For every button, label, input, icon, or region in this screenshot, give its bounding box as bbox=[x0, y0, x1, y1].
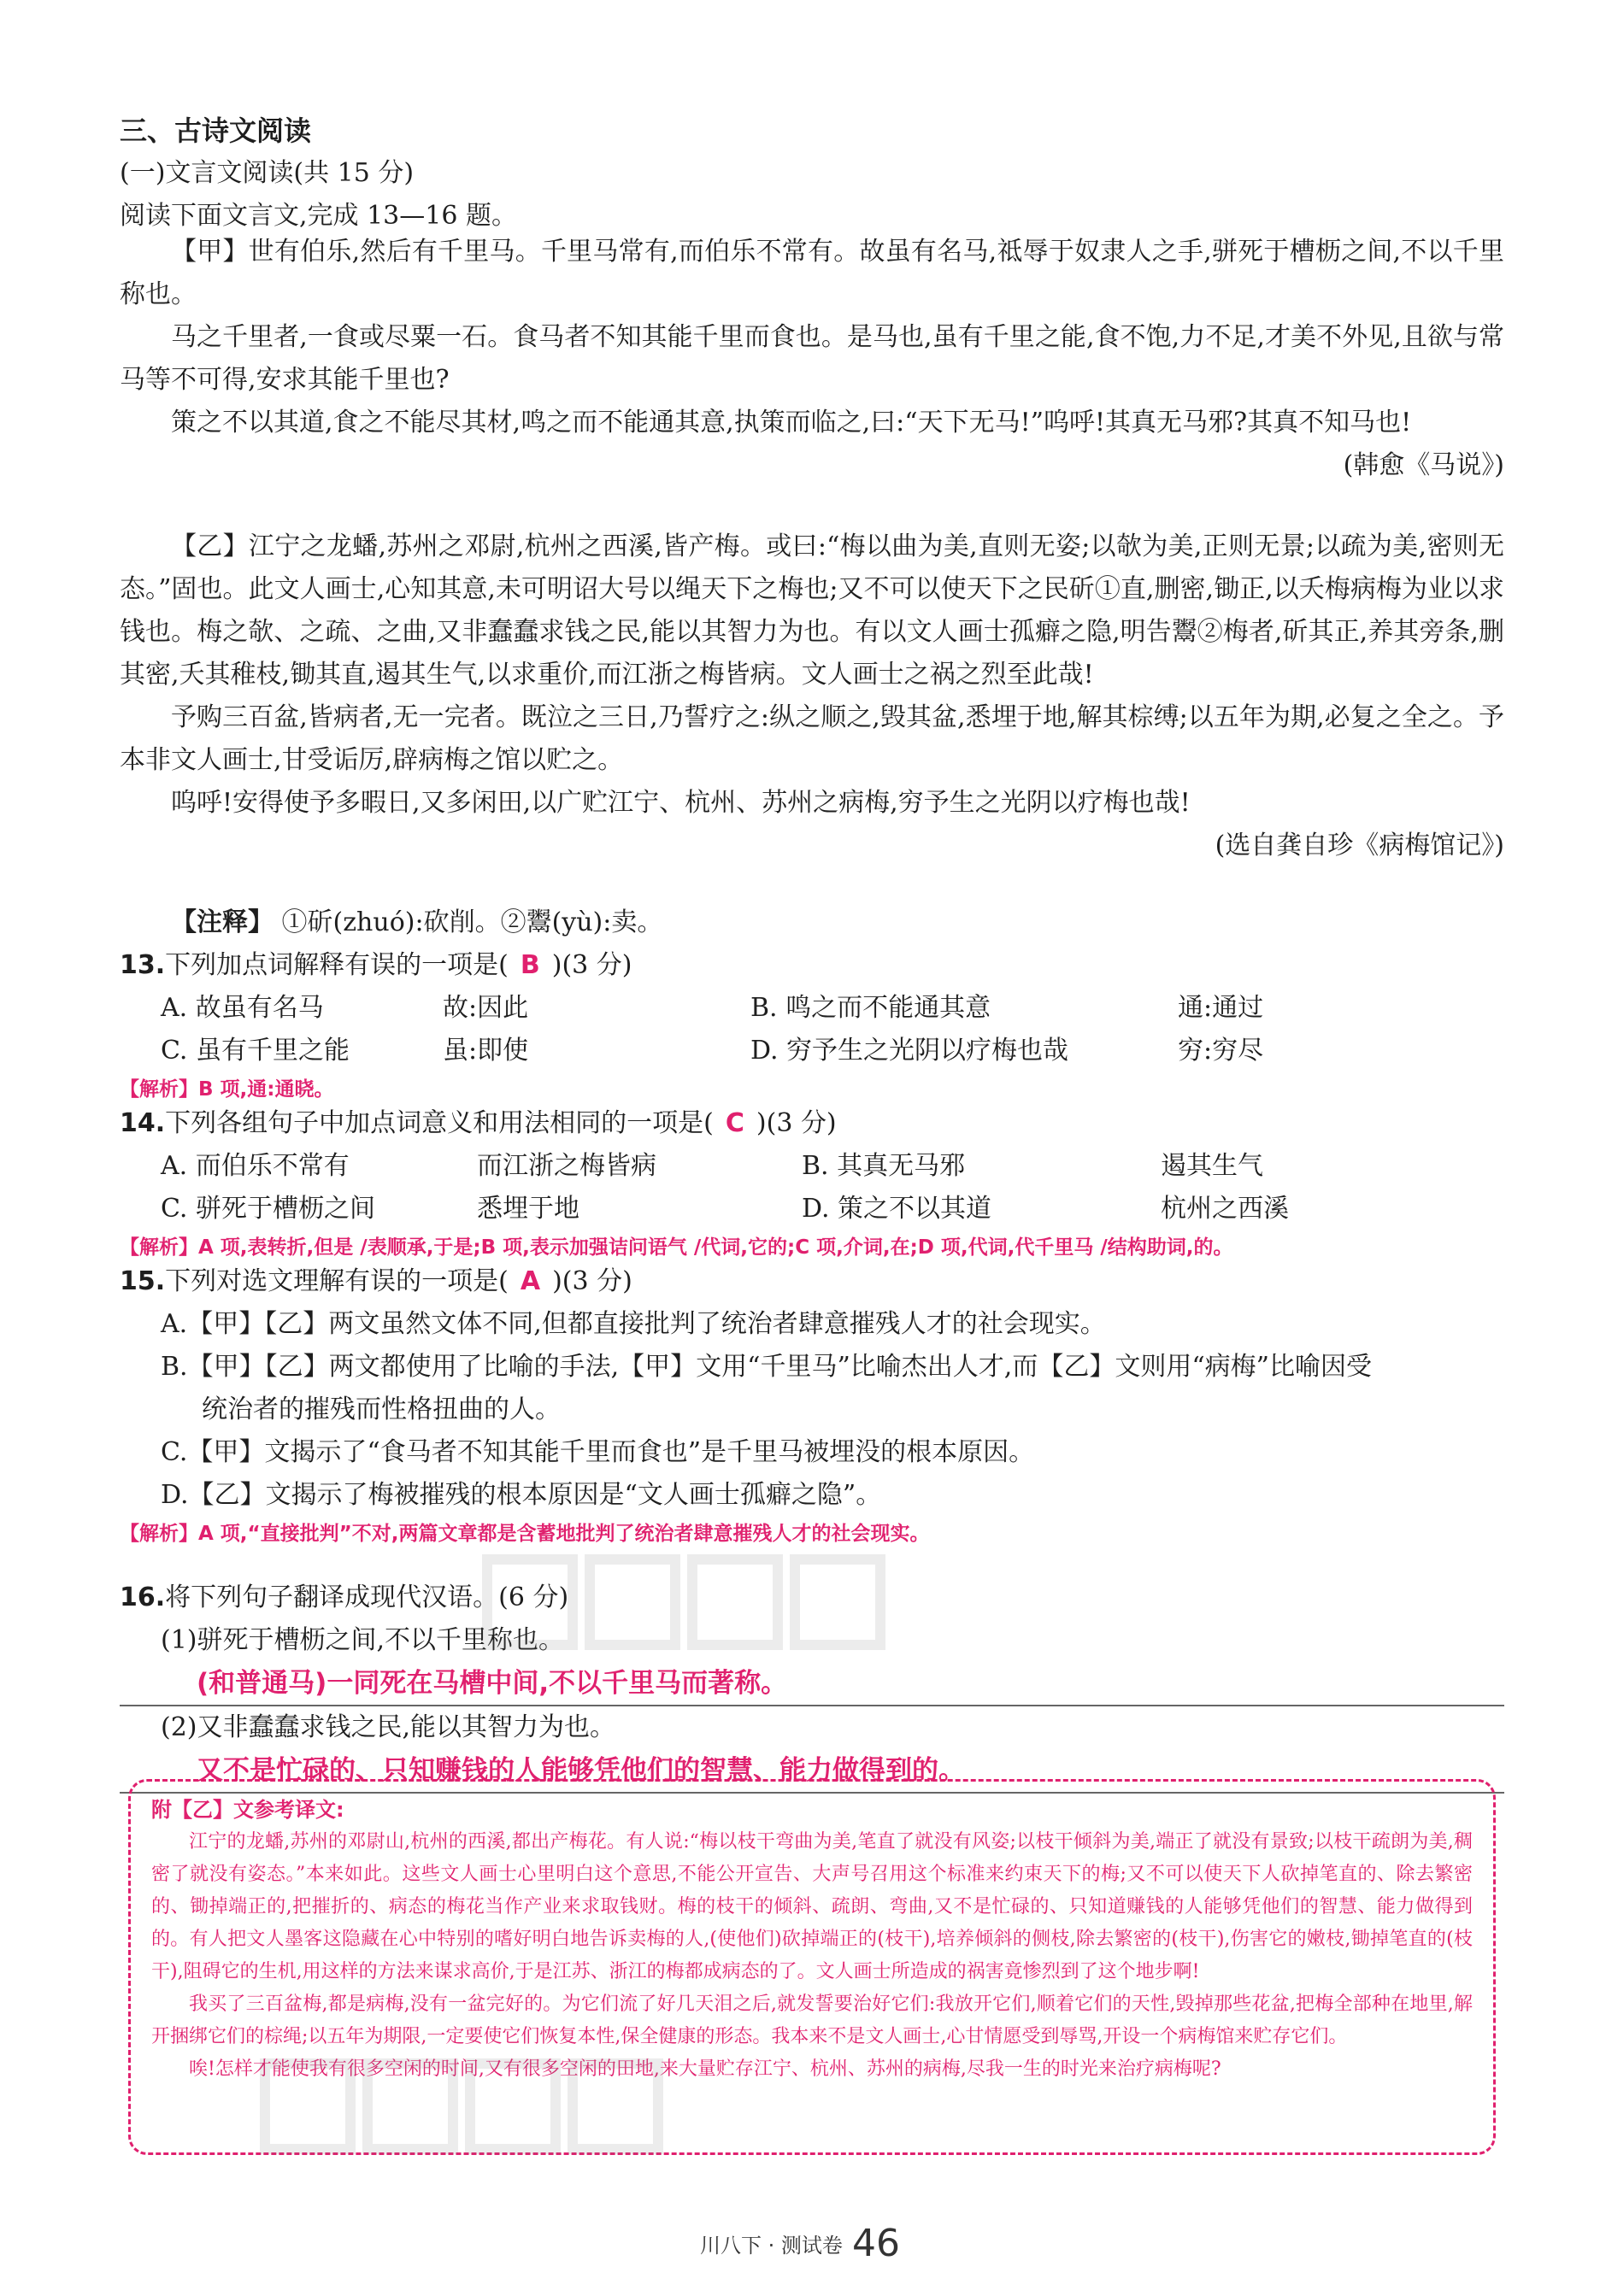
q15-analysis: 【解析】A 项,“直接批判”不对,两篇文章都是含蓄地批判了统治者肆意摧残人才的社会现实。 bbox=[120, 1523, 930, 1545]
q16-answer-2: 又不是忙碌的、只知赚钱的人能够凭他们的智慧、能力做得到的。 bbox=[120, 1749, 1504, 1794]
q16-answer-1: (和普通马)一同死在马槽中间,不以千里马而著称。 bbox=[120, 1662, 1504, 1706]
jia-paragraph-3: 策之不以其道,食之不能尽其材,鸣之而不能通其意,执策而临之,曰:“天下无马!”呜呼!其真无马邪?其真不知马也! bbox=[171, 408, 1412, 437]
watermark-graphic-bottom bbox=[256, 2046, 667, 2158]
q16-sentence-2: (2)又非蠢蠢求钱之民,能以其智力为也。 bbox=[161, 1712, 616, 1742]
section-title: 三、古诗文阅读 bbox=[120, 115, 312, 147]
q14-tail: )(3 分) bbox=[756, 1108, 837, 1138]
q16-number: 16. bbox=[120, 1583, 166, 1612]
passage-jia bbox=[120, 231, 1504, 487]
q13-option-c-gloss: 虽:即使 bbox=[443, 1036, 529, 1066]
q14-option-a-1: A. 而伯乐不常有 bbox=[161, 1151, 350, 1181]
notes-text: ①斫(zhuó):砍削。②鬻(yù):卖。 bbox=[281, 907, 663, 937]
q14-option-c-1: C. 骈死于槽枥之间 bbox=[161, 1194, 375, 1224]
q15-option-b-continued: 统治者的摧残而性格扭曲的人。 bbox=[202, 1395, 561, 1424]
q13-option-b: B. 鸣之而不能通其意 bbox=[750, 993, 991, 1023]
yi-paragraph-3: 呜呼!安得使予多暇日,又多闲田,以广贮江宁、杭州、苏州之病梅,穷予生之光阴以疗梅也哉! bbox=[171, 788, 1191, 818]
q14-answer: C bbox=[725, 1108, 744, 1138]
q15-answer: A bbox=[520, 1266, 541, 1296]
q14-option-b-2: 遏其生气 bbox=[1161, 1151, 1263, 1181]
q14-analysis: 【解析】A 项,表转折,但是 /表顺承,于是;B 项,表示加强诘问语气 /代词,它的;C 项,介词,在;D 项,代词,代千里马 /结构助词,的。 bbox=[120, 1236, 1233, 1259]
q15-tail: )(3 分) bbox=[552, 1266, 632, 1296]
q15-option-d: D.【乙】文揭示了梅被摧残的根本原因是“文人画士孤癖之隐”。 bbox=[161, 1480, 882, 1510]
q14-stem: 下列各组句子中加点词意义和用法相同的一项是( bbox=[165, 1108, 714, 1138]
question-15 bbox=[120, 1260, 1504, 1551]
q16-sentence-1: (1)骈死于槽枥之间,不以千里称也。 bbox=[161, 1625, 565, 1655]
q15-option-c: C.【甲】文揭示了“食马者不知其能千里而食也”是千里马被埋没的根本原因。 bbox=[161, 1437, 1035, 1467]
q15-option-b: B.【甲】【乙】两文都使用了比喻的手法,【甲】文用“千里马”比喻杰出人才,而【乙】文则用“病梅”比喻因受 bbox=[161, 1352, 1373, 1382]
question-14 bbox=[120, 1102, 1504, 1265]
notes bbox=[120, 901, 1504, 944]
q13-number: 13. bbox=[120, 950, 166, 980]
q14-option-d-1: D. 策之不以其道 bbox=[802, 1194, 992, 1224]
reference-title: 附【乙】文参考译文: bbox=[151, 1798, 344, 1822]
page-number: 46 bbox=[851, 2222, 900, 2265]
q16-stem: 将下列句子翻译成现代汉语。(6 分) bbox=[165, 1583, 569, 1612]
q13-option-d-gloss: 穷:穷尽 bbox=[1178, 1036, 1264, 1066]
q13-options-row-2 bbox=[120, 1030, 1504, 1072]
section-subtitle: (一)文言文阅读(共 15 分) bbox=[120, 158, 415, 188]
q14-option-b-1: B. 其真无马邪 bbox=[802, 1151, 966, 1181]
q13-option-b-gloss: 通:通过 bbox=[1178, 993, 1264, 1023]
q14-number: 14. bbox=[120, 1108, 166, 1138]
q15-stem: 下列对选文理解有误的一项是( bbox=[165, 1266, 509, 1296]
watermark-graphic-top bbox=[479, 1542, 889, 1653]
q13-option-a: A. 故虽有名马 bbox=[161, 993, 324, 1023]
yi-paragraph-2: 予购三百盆,皆病者,无一完者。既泣之三日,乃誓疗之:纵之顺之,毁其盆,悉埋于地,解其棕缚;以五年为期,必复之全之。予本非文人画士,甘受诟厉,辟病梅之馆以贮之。 bbox=[120, 702, 1504, 775]
jia-paragraph-1: 【甲】世有伯乐,然后有千里马。千里马常有,而伯乐不常有。故虽有名马,祗辱于奴隶人之手,骈死于槽枥之间,不以千里称也。 bbox=[120, 237, 1504, 309]
q13-options-row-1 bbox=[120, 987, 1504, 1030]
q14-option-a-2: 而江浙之梅皆病 bbox=[477, 1151, 656, 1181]
notes-label: 【注释】 bbox=[171, 907, 274, 937]
q13-option-a-gloss: 故:因此 bbox=[443, 993, 529, 1023]
watermark-bottom bbox=[256, 2046, 667, 2181]
q13-option-c: C. 虽有千里之能 bbox=[161, 1036, 350, 1066]
passage-yi bbox=[120, 526, 1504, 867]
section-block bbox=[120, 109, 1504, 238]
q14-options-row-2 bbox=[120, 1188, 1504, 1230]
question-13 bbox=[120, 944, 1504, 1107]
reference-paragraph-1: 江宁的龙蟠,苏州的邓尉山,杭州的西溪,都出产梅花。有人说:“梅以枝干弯曲为美,笔直了就没有风姿;以枝干倾斜为美,端正了就没有景致;以枝干疏朗为美,稠密了就没有姿态。”本来如此。这些文人画士心里明白这个意思,不能公开宣告、大声号召用这个标准来约束天下的梅;又不可以使天下人砍掉笔直的、除去繁密的、锄掉端正的,把摧折的、病态的梅花当作产业来求取钱财。梅的枝干的倾斜、疏朗、弯曲,又不是忙碌的、只知道赚钱的人能够凭他们的智慧、能力做得到的。有人把文人墨客这隐藏在心中特别的嗜好明白地告诉卖梅的人,(使他们)砍掉端正的(枝干),培养倾斜的侧枝,除去繁密的(枝干),伤害它的嫩枝,锄掉笔直的(枝干),阻碍它的生机,用这样的方法来谋求高价,于是江苏、浙江的梅都成病态的了。文人画士所造成的祸害竟惨烈到了这个地步啊! bbox=[151, 1831, 1473, 1982]
watermark-top bbox=[479, 1542, 889, 1677]
footer-label: 川八下 · 测试卷 bbox=[700, 2234, 843, 2258]
reference-paragraph-2: 我买了三百盆梅,都是病梅,没有一盆完好的。为它们流了好几天泪之后,就发誓要治好它们:我放开它们,顺着它们的天性,毁掉那些花盆,把梅全部种在地里,解开捆绑它们的棕绳;以五年为期限,一定要使它们恢复本性,保全健康的形态。我本来不是文人画士,心甘情愿受到辱骂,开设一个病梅馆来贮存它们。 bbox=[151, 1994, 1473, 2047]
q14-option-c-2: 悉埋于地 bbox=[477, 1194, 579, 1224]
q13-option-d: D. 穷予生之光阴以疗梅也哉 bbox=[750, 1036, 1069, 1066]
q13-stem: 下列加点词解释有误的一项是( bbox=[165, 950, 509, 980]
yi-paragraph-1: 【乙】江宁之龙蟠,苏州之邓尉,杭州之西溪,皆产梅。或曰:“梅以曲为美,直则无姿;以欹为美,正则无景;以疏为美,密则无态。”固也。此文人画士,心知其意,未可明诏大号以绳天下之梅也;又不可以使天下之民斫①直,删密,锄正,以夭梅病梅为业以求钱也。梅之欹、之疏、之曲,又非蠢蠢求钱之民,能以其智力为也。有以文人画士孤癖之隐,明告鬻②梅者,斫其正,养其旁条,删其密,夭其稚枝,锄其直,遏其生气,以求重价,而江浙之梅皆病。文人画士之祸之烈至此哉! bbox=[120, 531, 1504, 690]
yi-source: (选自龚自珍《病梅馆记》) bbox=[1215, 831, 1504, 860]
q15-number: 15. bbox=[120, 1266, 166, 1296]
q13-answer: B bbox=[520, 950, 540, 980]
jia-paragraph-2: 马之千里者,一食或尽粟一石。食马者不知其能千里而食也。是马也,虽有千里之能,食不饱,力不足,才美不外见,且欲与常马等不可得,安求其能千里也? bbox=[120, 322, 1504, 395]
q13-analysis: 【解析】B 项,通:通晓。 bbox=[120, 1078, 334, 1101]
instruction: 阅读下面文言文,完成 13—16 题。 bbox=[120, 201, 517, 231]
reference-paragraph-3: 唉!怎样才能使我有很多空闲的时间,又有很多空闲的田地,来大量贮存江宁、杭州、苏州的病梅,尽我一生的时光来治疗病梅呢? bbox=[189, 2058, 1221, 2080]
q14-option-d-2: 杭州之西溪 bbox=[1161, 1194, 1289, 1224]
jia-source: (韩愈《马说》) bbox=[1343, 450, 1504, 480]
page-footer bbox=[0, 2222, 1600, 2265]
q13-tail: )(3 分) bbox=[551, 950, 632, 980]
q14-options-row-1 bbox=[120, 1145, 1504, 1188]
q15-option-a: A.【甲】【乙】两文虽然文体不同,但都直接批判了统治者肆意摧残人才的社会现实。 bbox=[161, 1309, 1106, 1339]
